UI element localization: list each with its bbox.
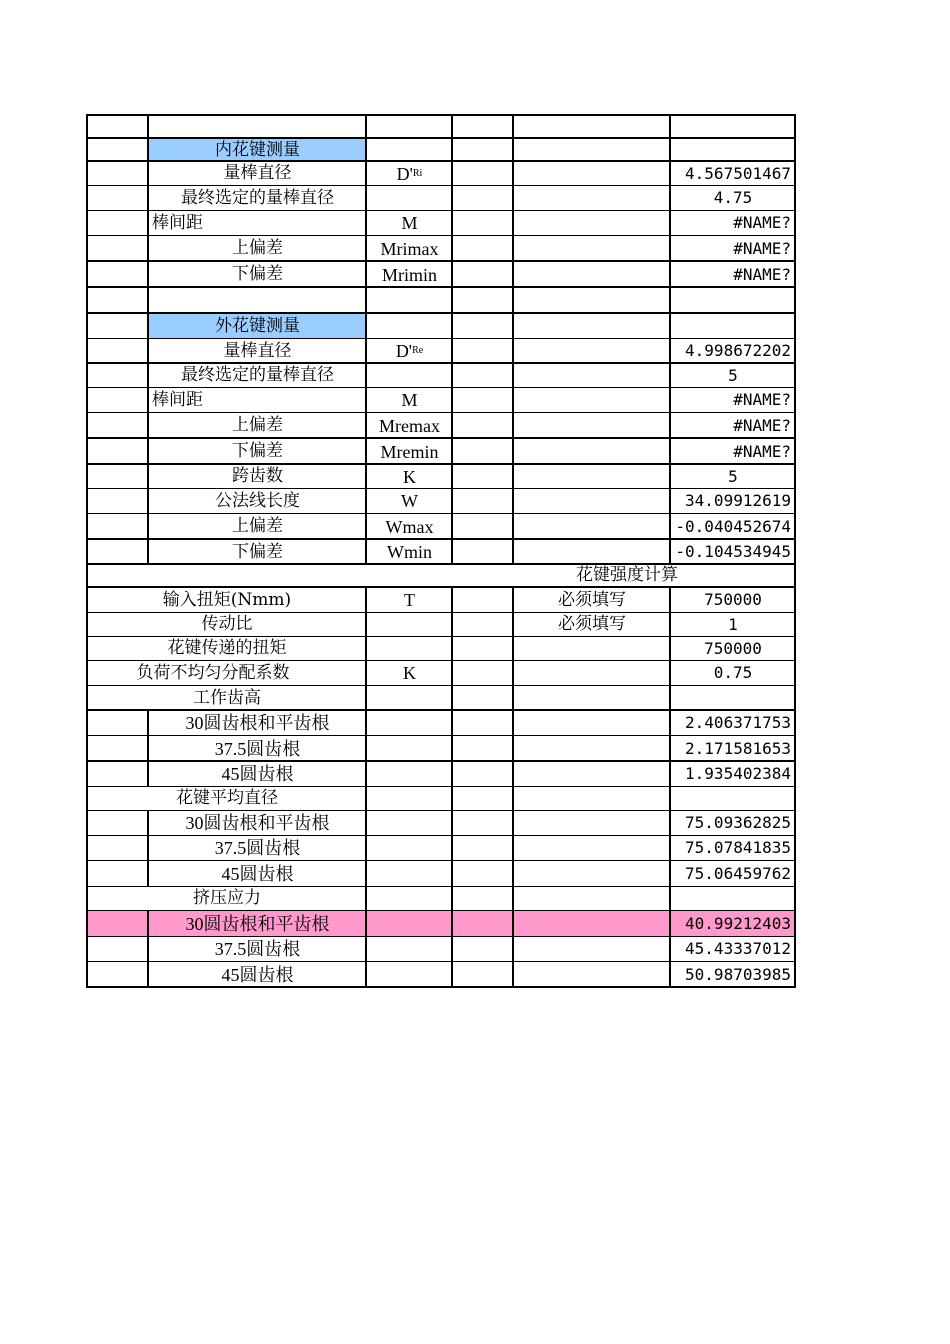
load-factor-symbol: K: [403, 663, 416, 683]
inner-upper-deviation-symbol: Mrimax: [380, 238, 439, 259]
grid-line: [86, 235, 796, 236]
grid-line: [86, 563, 796, 565]
outer-final-rod-value[interactable]: 5: [728, 365, 738, 385]
crush-stress-row-label: 45圆齿根: [221, 964, 294, 985]
inner-upper-deviation-value[interactable]: #NAME?: [733, 238, 791, 258]
grid-line: [512, 114, 514, 564]
working-height-row-value[interactable]: 2.406371753: [685, 713, 791, 732]
grid-line: [86, 463, 796, 465]
inner-span-symbol: M: [401, 213, 418, 233]
inner-lower-deviation-value[interactable]: #NAME?: [733, 264, 791, 284]
grid-line: [669, 114, 671, 564]
working-height-row-value[interactable]: 2.171581653: [685, 738, 791, 758]
grid-line: [86, 612, 796, 613]
symbol-subscript: Ri: [412, 167, 423, 179]
inner-rod-diameter-value[interactable]: 4.567501467: [685, 163, 791, 183]
mean-diameter-row-label: 45圆齿根: [221, 863, 294, 884]
grid-line: [86, 709, 796, 711]
symbol-base: D': [396, 163, 413, 184]
grid-line: [86, 114, 796, 116]
inner-spline-section-title: 内花键测量: [149, 139, 366, 161]
crush-stress-row-value[interactable]: 40.99212403: [685, 913, 791, 933]
outer-upper-deviation-value[interactable]: #NAME?: [733, 415, 791, 435]
grid-line: [86, 160, 796, 162]
mean-diameter-row-value[interactable]: 75.07841835: [685, 838, 791, 857]
input-torque-label: 输入扭矩(Nmm): [162, 589, 292, 610]
load-factor-label: 负荷不均匀分配系数: [136, 662, 290, 683]
outer-span-label: 棒间距: [152, 389, 203, 410]
outer-w-upper-symbol: Wmax: [385, 516, 434, 537]
outer-lower-deviation-label: 下偏差: [232, 441, 283, 461]
grid-line: [86, 835, 796, 836]
grid-line: [86, 735, 796, 736]
grid-line: [86, 685, 796, 686]
working-height-row-label: 45圆齿根: [221, 764, 294, 784]
spline-torque-value[interactable]: 750000: [704, 638, 762, 658]
spline-torque-label: 花键传递的扭矩: [167, 638, 287, 658]
inner-rod-diameter-symbol: [367, 162, 452, 185]
outer-w-upper-value[interactable]: -0.040452674: [675, 516, 791, 536]
grid-line: [86, 860, 796, 861]
grid-line: [86, 986, 796, 988]
crush-stress-row-label: 30圆齿根和平齿根: [185, 913, 330, 934]
working-height-row-value[interactable]: 1.935402384: [685, 764, 791, 783]
outer-teeth-span-symbol: K: [403, 466, 416, 487]
outer-upper-deviation-symbol: Mremax: [379, 415, 440, 436]
crush-stress-row-label: 37.5圆齿根: [214, 939, 301, 959]
grid-line: [86, 660, 796, 661]
grid-line: [147, 910, 149, 987]
grid-line: [86, 312, 796, 314]
mean-diameter-row-label: 37.5圆齿根: [214, 838, 301, 858]
grid-line: [794, 114, 796, 988]
grid-line: [86, 936, 796, 937]
grid-line: [86, 362, 796, 364]
outer-w-lower-symbol: Wmin: [387, 542, 432, 562]
grid-line: [451, 114, 453, 564]
working-height-heading: 工作齿高: [193, 687, 261, 708]
grid-line: [86, 910, 796, 911]
grid-line: [365, 587, 367, 987]
inner-lower-deviation-symbol: Mrimin: [381, 264, 437, 285]
strength-section-title: 花键强度计算: [576, 565, 678, 585]
grid-line: [86, 636, 796, 637]
symbol-base: D': [395, 341, 413, 361]
mean-diameter-heading: 花键平均直径: [176, 788, 278, 808]
working-height-row-label: 37.5圆齿根: [214, 738, 301, 759]
outer-normal-length-value[interactable]: 34.09912619: [685, 491, 791, 510]
crush-stress-row-value[interactable]: 45.43337012: [685, 939, 791, 958]
grid-line: [365, 114, 367, 564]
inner-upper-deviation-label: 上偏差: [232, 238, 283, 258]
ratio-label: 传动比: [201, 614, 253, 634]
outer-normal-length-label: 公法线长度: [215, 490, 300, 511]
grid-line: [86, 387, 796, 388]
input-torque-symbol: T: [404, 590, 415, 610]
grid-line: [147, 810, 149, 886]
grid-line: [86, 810, 796, 811]
outer-lower-deviation-value[interactable]: #NAME?: [733, 441, 791, 461]
outer-upper-deviation-label: 上偏差: [232, 415, 283, 435]
outer-lower-deviation-symbol: Mremin: [380, 441, 439, 462]
grid-line: [86, 210, 796, 211]
load-factor-value[interactable]: 0.75: [713, 663, 753, 682]
inner-span-label: 棒间距: [152, 212, 203, 233]
inner-final-rod-label: 最终选定的量棒直径: [181, 187, 334, 208]
outer-normal-length-symbol: W: [401, 491, 418, 511]
mean-diameter-row-label: 30圆齿根和平齿根: [185, 813, 330, 833]
grid-line: [86, 786, 796, 787]
grid-line: [86, 260, 796, 262]
outer-span-value[interactable]: #NAME?: [733, 390, 791, 409]
grid-line: [86, 137, 796, 139]
grid-line: [86, 961, 796, 962]
outer-teeth-span-value[interactable]: 5: [728, 466, 738, 486]
ratio-value[interactable]: 1: [728, 614, 738, 634]
crush-stress-row-value[interactable]: 50.98703985: [685, 964, 791, 984]
grid-line: [86, 412, 796, 413]
grid-line: [86, 437, 796, 439]
grid-line: [86, 513, 796, 514]
grid-line: [86, 338, 796, 339]
symbol-subscript: Re: [412, 345, 424, 356]
grid-line: [86, 760, 796, 762]
mean-diameter-row-value[interactable]: 75.09362825: [685, 813, 791, 832]
grid-line: [147, 710, 149, 786]
grid-line: [147, 114, 149, 564]
ratio-required-note: 必须填写: [558, 614, 626, 634]
crush-stress-heading: 挤压应力: [193, 888, 261, 908]
grid-line: [86, 586, 796, 588]
working-height-row-label: 30圆齿根和平齿根: [185, 713, 330, 733]
inner-span-value[interactable]: #NAME?: [733, 213, 791, 232]
outer-teeth-span-label: 跨齿数: [232, 466, 283, 486]
grid-line: [86, 538, 796, 540]
input-torque-required-note: 必须填写: [558, 589, 626, 610]
outer-w-lower-label: 下偏差: [232, 541, 283, 562]
outer-final-rod-label: 最终选定的量棒直径: [181, 365, 334, 385]
outer-w-lower-value[interactable]: -0.104534945: [675, 542, 791, 561]
grid-line: [86, 886, 796, 887]
outer-w-upper-label: 上偏差: [232, 516, 283, 536]
outer-rod-diameter-symbol: [367, 339, 452, 363]
grid-line: [451, 587, 453, 987]
grid-line: [669, 587, 671, 987]
outer-span-symbol: M: [401, 390, 418, 410]
mean-diameter-row-value[interactable]: 75.06459762: [685, 863, 791, 883]
inner-rod-diameter-label: 量棒直径: [223, 163, 292, 183]
grid-line: [86, 286, 796, 288]
grid-line: [86, 114, 88, 988]
grid-line: [86, 488, 796, 489]
outer-rod-diameter-label: 量棒直径: [223, 340, 292, 361]
grid-line: [86, 185, 796, 186]
inner-final-rod-value[interactable]: 4.75: [713, 188, 753, 207]
outer-spline-section-title: 外花键测量: [149, 314, 366, 338]
grid-line: [512, 587, 514, 987]
inner-lower-deviation-label: 下偏差: [232, 264, 283, 284]
input-torque-value[interactable]: 750000: [704, 590, 762, 609]
outer-rod-diameter-value[interactable]: 4.998672202: [685, 341, 791, 360]
